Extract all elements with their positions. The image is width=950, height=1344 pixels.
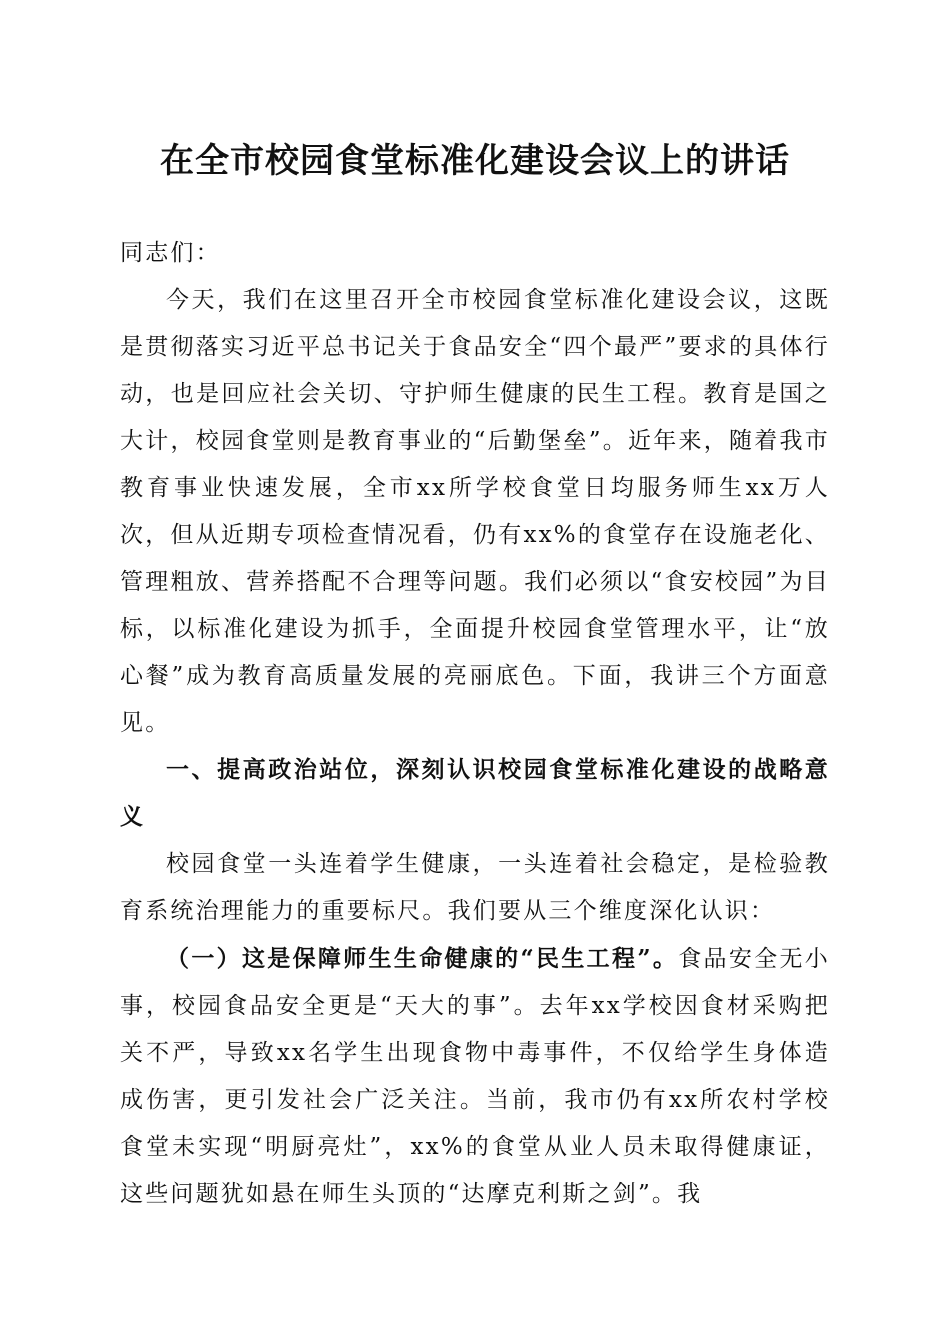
document-title: 在全市校园食堂标准化建设会议上的讲话: [160, 141, 790, 181]
section-1-intro-paragraph: 校园食堂一头连着学生健康，一头连着社会稳定，是检验教育系统治理能力的重要标尺。我们要从三个维度深化认识：: [120, 851, 830, 924]
point-1-heading: （一）这是保障师生生命健康的“民生工程”。: [166, 945, 679, 972]
salutation: 同志们：: [120, 240, 221, 266]
section-1-heading: 一、提高政治站位，深刻认识校园食堂标准化建设的战略意义: [120, 757, 830, 830]
point-1-body: 食品安全无小事，校园食品安全更是“天大的事”。去年xx学校因食材采购把关不严，导致xx名学生出现食物中毒事件，不仅给学生身体造成伤害，更引发社会广泛关注。当前，我市仍有xx所农村学校食堂未实现“明厨亮灶”，xx%的食堂从业人员未取得健康证，这些问题犹如悬在师生头顶的“达摩克利斯之剑”。我: [120, 946, 830, 1207]
document-body: [120, 230, 830, 1218]
intro-paragraph: 今天，我们在这里召开全市校园食堂标准化建设会议，这既是贯彻落实习近平总书记关于食品安全“四个最严”要求的具体行动，也是回应社会关切、守护师生健康的民生工程。教育是国之大计，校园食堂则是教育事业的“后勤堡垒”。近年来，随着我市教育事业快速发展，全市xx所学校食堂日均服务师生xx万人次，但从近期专项检查情况看，仍有xx%的食堂存在设施老化、管理粗放、营养搭配不合理等问题。我们必须以“食安校园”为目标，以标准化建设为抓手，全面提升校园食堂管理水平，让“放心餐”成为教育高质量发展的亮丽底色。下面，我讲三个方面意见。: [120, 287, 830, 736]
point-1-paragraph: [120, 935, 830, 1218]
